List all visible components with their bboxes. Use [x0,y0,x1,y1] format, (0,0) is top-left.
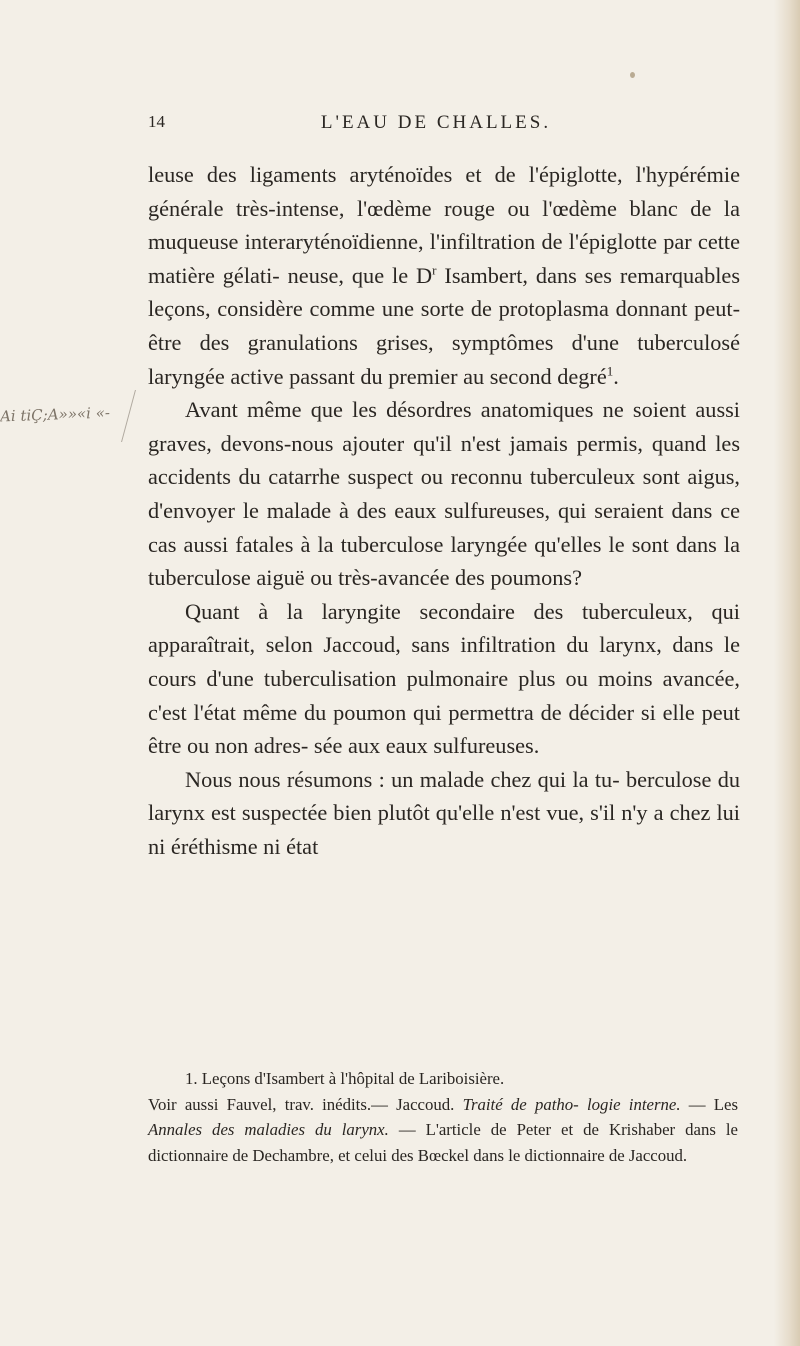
running-title: L'EAU DE CHALLES. [320,112,552,133]
page-number: 14 [148,112,165,131]
margin-handwritten-note: Ai tiÇ;A»»«i «- [0,403,111,426]
footnote-1-continued: Voir aussi Fauvel, trav. inédits.— Jaccoud. Traité de patho- logie interne. — Les Annales des maladies du larynx. — L'article de Peter et de Krishaber dans le dictionnaire de Dechambre, et celui des Bœckel dans le dictionnaire de Jaccoud. [148,1094,738,1165]
footnote-1: 1. Leçons d'Isambert à l'hôpital de Lariboisière. [185,1069,505,1088]
page-header [148,112,748,142]
book-title-traite: Traité de patho- logie interne. [462,1094,681,1114]
paragraph-4: Nous nous résumons : un malade chez qui la tu- berculose du larynx est suspectée bien plutôt qu'elle n'est vue, s'il n'y a chez lui ni éréthisme ni état [148,766,740,859]
page-edge-shadow [774,0,800,1346]
footnotes [148,1066,738,1168]
footnote-ref: 1 [606,363,614,379]
paragraph-2: Avant même que les désordres anatomiques ne soient aussi graves, devons-nous ajouter qu'il n'est jamais permis, quand les accidents du catarrhe suspect ou reconnu tuberculeux sont aigus, d'envoyer le malade à des eaux sulfureuses, qui seraient dans ce cas aussi fatales à la tuberculose laryngée qu'elles le sont dans la tuberculose aiguë ou très-avancée des poumons? [148,397,740,591]
paragraph-1: leuse des ligaments aryténoïdes et de l'épiglotte, l'hypérémie générale très-intense, l'œdème rouge ou l'œdème blanc de la muqueuse interaryténoïdienne, l'infiltration de l'épiglotte par cette matière gélati- neuse, que le D$^r$ Isambert, dans ses remarquables leçons, considère comme une sorte de protoplasma donnant peut-être des granulations grises, symptômes d'une tuberculosé laryngée active passant du premier au second degré$^1$. [148,162,740,389]
paragraph-3: Quant à la laryngite secondaire des tuberculeux, qui apparaîtrait, selon Jaccoud, sans infiltration du larynx, dans le cours d'une tuberculisation pulmonaire plus ou moins avancée, c'est l'état même du poumon qui permettra de décider si elle peut être ou non adres- sée aux eaux sulfureuses. [148,598,740,759]
body-text [148,158,740,863]
paper-speck [630,72,635,78]
superscript-r: r [432,262,437,278]
book-title-annales: Annales des maladies du larynx. [148,1120,389,1139]
